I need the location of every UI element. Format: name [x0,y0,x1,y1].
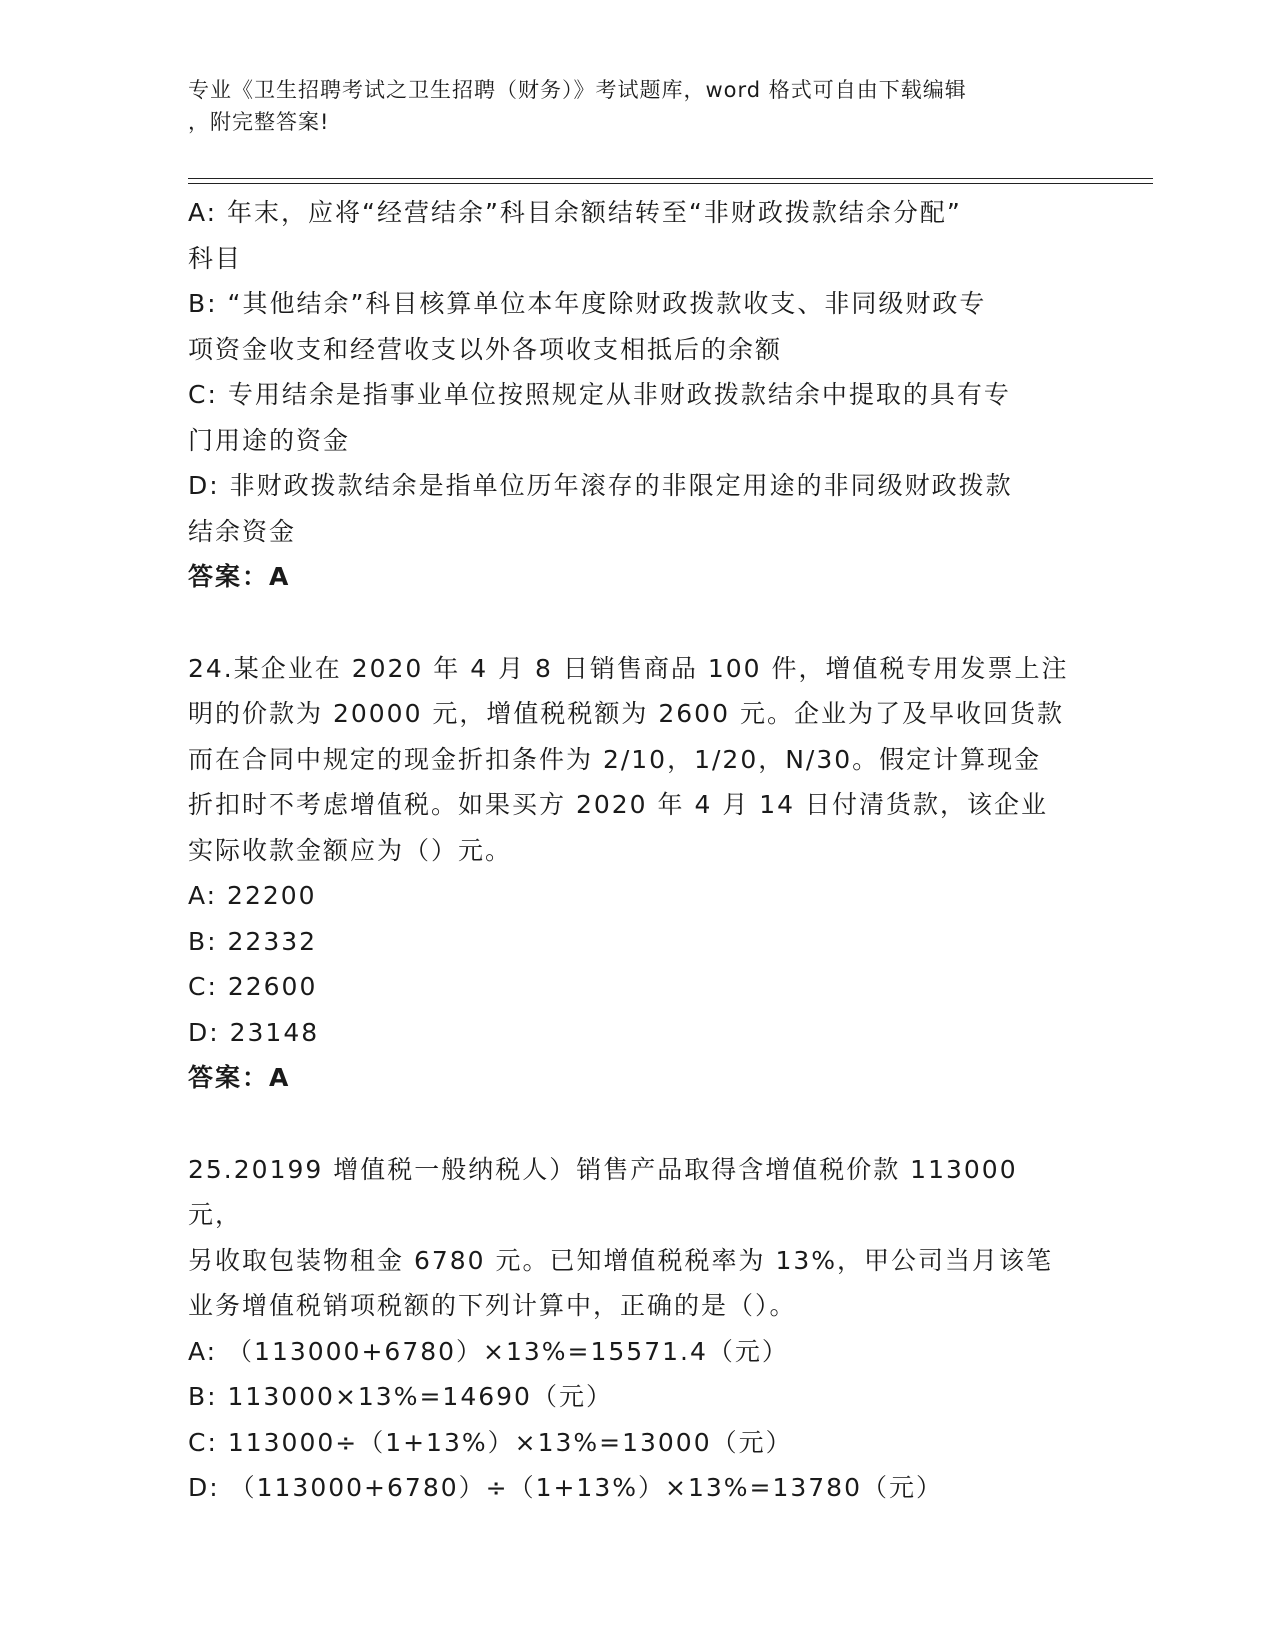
q25-text-line-3: 业务增值税销项税额的下列计算中，正确的是（）。 [188,1291,797,1320]
document-body [188,190,1078,1511]
q24-option-c: C: 22600 [188,972,318,1001]
header-line-1: 专业《卫生招聘考试之卫生招聘（财务）》考试题库，word 格式可自由下载编辑 [188,78,967,102]
q23-option-c-line-2: 门用途的资金 [188,425,351,455]
header-rule-top [188,178,1153,179]
q23-option-b-line-1: B: “其他结余”科目核算单位本年度除财政拨款收支、非同级财政专 [188,289,987,318]
q23-option-c-line-1: C: 专用结余是指事业单位按照规定从非财政拨款结余中提取的具有专 [188,380,1011,409]
q23-option-a-line-2: 科目 [188,243,243,273]
q24-text-line-1: 24.某企业在 2020 年 4 月 8 日销售商品 100 件，增值税专用发票上注 [188,653,1069,683]
q25-text-line-1: 25.20199 增值税一般纳税人）销售产品取得含增值税价款 113000 元， [188,1154,1018,1229]
question-25 [188,1147,1078,1511]
q24-text-line-5: 实际收款金额应为（）元。 [188,835,513,865]
q25-option-b: B: 113000×13%=14690（元） [188,1382,613,1411]
q23-answer: 答案：A [188,562,291,591]
q24-option-a: A: 22200 [188,881,317,910]
q24-answer: 答案：A [188,1063,291,1092]
header-line-2: ，附完整答案! [188,110,330,134]
q25-option-c: C: 113000÷（1+13%）×13%=13000（元） [188,1427,793,1457]
q25-option-d: D: （113000+6780）÷（1+13%）×13%=13780（元） [188,1473,943,1502]
q24-option-d: D: 23148 [188,1017,320,1047]
q23-option-a-line-1: A: 年末，应将“经营结余”科目余额结转至“非财政拨款结余分配” [188,198,962,227]
q23-option-d-line-2: 结余资金 [188,516,297,546]
q23-option-d-line-1: D: 非财政拨款结余是指单位历年滚存的非限定用途的非同级财政拨款 [188,471,1013,500]
q25-text-line-2: 另收取包装物租金 6780 元。已知增值税税率为 13%，甲公司当月该笔 [188,1245,1054,1275]
question-24 [188,646,1078,1101]
header-rule-bottom [188,183,1153,184]
q23-option-b-line-2: 项资金收支和经营收支以外各项收支相抵后的余额 [188,334,783,364]
spacer [188,600,1078,646]
spacer [188,1101,1078,1147]
q25-option-a: A: （113000+6780）×13%=15571.4（元） [188,1336,789,1366]
q24-text-line-4: 折扣时不考虑增值税。如果买方 2020 年 4 月 14 日付清货款，该企业 [188,790,1049,819]
document-header [188,74,1068,138]
q24-text-line-3: 而在合同中规定的现金折扣条件为 2/10，1/20，N/30。假定计算现金 [188,744,1042,774]
question-23 [188,190,1078,600]
q24-text-line-2: 明的价款为 20000 元，增值税税额为 2600 元。企业为了及早收回货款 [188,699,1064,728]
q24-option-b: B: 22332 [188,926,318,956]
